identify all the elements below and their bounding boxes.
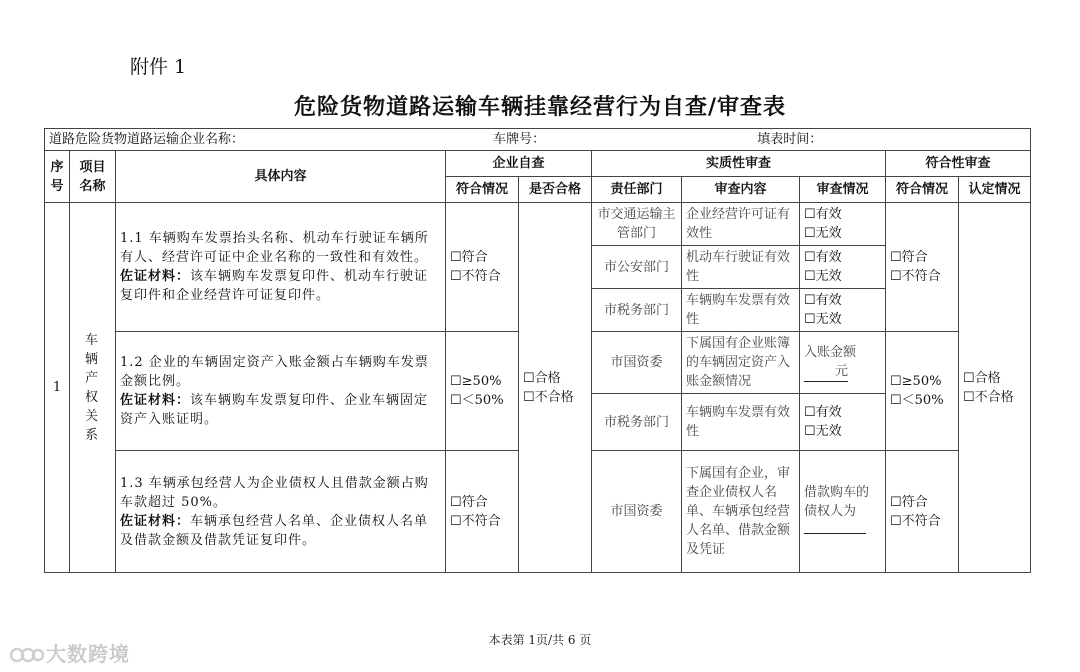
review-dept: 市公安部门 bbox=[592, 246, 682, 289]
qualified-cell bbox=[519, 203, 592, 573]
valid-checkbox[interactable]: ☐有效 bbox=[804, 207, 842, 222]
item-1-3-compliance bbox=[886, 451, 959, 573]
watermark bbox=[10, 638, 130, 667]
option-checkbox[interactable]: ☐符合 bbox=[890, 250, 928, 265]
valid-checkbox[interactable]: ☐有效 bbox=[804, 250, 842, 265]
item-1-2-compliance bbox=[886, 332, 959, 451]
entry-amount-label: 入账金额 bbox=[804, 345, 857, 360]
review-content: 企业经营许可证有效性 bbox=[682, 203, 800, 246]
item-1-1-content bbox=[116, 203, 446, 332]
header-content: 具体内容 bbox=[116, 151, 446, 203]
determination-qualified-checkbox[interactable]: ☐合格 bbox=[963, 370, 1001, 386]
header-conformity: 符合情况 bbox=[446, 177, 519, 203]
item-1-2-evidence-text: 该车辆购车发票复印件、企业车辆固定资产入账证明。 bbox=[120, 393, 429, 427]
qualified-checkbox[interactable]: ☐合格 bbox=[523, 370, 561, 386]
creditor-field[interactable] bbox=[804, 521, 866, 534]
review-dept: 市国资委 bbox=[592, 332, 682, 394]
review-status bbox=[800, 289, 886, 332]
item-1-3-evidence-text: 车辆承包经营人名单、企业债权人名单及借款金额及借款凭证复印件。 bbox=[120, 513, 429, 548]
header-compliance-status: 符合情况 bbox=[886, 177, 959, 203]
watermark-logo-icon bbox=[10, 644, 44, 664]
option-checkbox[interactable]: ☐＜50% bbox=[890, 393, 944, 408]
option-checkbox[interactable]: ☐＜50% bbox=[450, 393, 504, 408]
review-dept: 市交通运输主管部门 bbox=[592, 203, 682, 246]
fill-date-label: 填表时间： bbox=[757, 132, 823, 147]
invalid-checkbox[interactable]: ☐无效 bbox=[804, 269, 842, 284]
plate-number-label: 车牌号： bbox=[493, 132, 546, 147]
review-status bbox=[800, 332, 886, 394]
invalid-checkbox[interactable]: ☐无效 bbox=[804, 312, 842, 327]
determination-unqualified-checkbox[interactable]: ☐不合格 bbox=[963, 389, 1014, 405]
header-dept: 责任部门 bbox=[592, 177, 682, 203]
item-1-2-text: 1.2 企业的车辆固定资产入账金额占车辆购车发票金额比例。 bbox=[120, 355, 429, 389]
option-checkbox[interactable]: ☐符合 bbox=[890, 494, 928, 510]
review-table bbox=[44, 128, 1031, 573]
determination-cell bbox=[959, 203, 1031, 573]
header-self-check: 企业自查 bbox=[446, 151, 592, 177]
review-dept: 市国资委 bbox=[592, 451, 682, 573]
header-substantive-review: 实质性审查 bbox=[592, 151, 886, 177]
watermark-text: 大数跨境 bbox=[46, 642, 130, 666]
review-content: 下属国有企业，审查企业债权人名单、车辆承包经营人名单、借款金额及凭证 bbox=[682, 451, 800, 573]
unqualified-checkbox[interactable]: ☐不合格 bbox=[523, 389, 574, 405]
item-1-2-self-options bbox=[446, 332, 519, 451]
option-checkbox[interactable]: ☐≥50% bbox=[890, 374, 942, 389]
item-1-1-text: 1.1 车辆购车发票抬头名称、机动车行驶证车辆所有人、经营许可证中企业名称的一致性和有效性。 bbox=[120, 231, 429, 265]
option-checkbox[interactable]: ☐不符合 bbox=[890, 513, 941, 529]
item-1-3-content bbox=[116, 451, 446, 573]
item-1-1-self-options bbox=[446, 203, 519, 332]
option-checkbox[interactable]: ☐不符合 bbox=[450, 513, 501, 529]
header-determination: 认定情况 bbox=[959, 177, 1031, 203]
info-row bbox=[45, 129, 1031, 151]
review-content: 下属国有企业账簿的车辆固定资产入账金额情况 bbox=[682, 332, 800, 394]
header-item-name: 项目名称 bbox=[70, 151, 116, 203]
invalid-checkbox[interactable]: ☐无效 bbox=[804, 424, 842, 439]
header-seq: 序号 bbox=[45, 151, 70, 203]
page-footer: 本表第 1页/共 6 页 bbox=[488, 633, 592, 647]
item-1-2-content bbox=[116, 332, 446, 451]
item-1-1-compliance bbox=[886, 203, 959, 332]
entry-amount-unit: 元 bbox=[834, 364, 848, 379]
header-review-status: 审查情况 bbox=[800, 177, 886, 203]
review-status bbox=[800, 246, 886, 289]
review-content: 车辆购车发票有效性 bbox=[682, 394, 800, 451]
review-content: 机动车行驶证有效性 bbox=[682, 246, 800, 289]
creditor-label: 借款购车的债权人为 bbox=[804, 485, 870, 519]
item-1-3-self-options bbox=[446, 451, 519, 573]
option-checkbox[interactable]: ☐不符合 bbox=[450, 269, 501, 284]
item-1-2-evidence-label: 佐证材料： bbox=[120, 393, 191, 408]
form-title: 危险货物道路运输车辆挂靠经营行为自查/审查表 bbox=[293, 95, 787, 120]
valid-checkbox[interactable]: ☐有效 bbox=[804, 293, 842, 308]
annex-label: 附件 1 bbox=[130, 56, 187, 78]
item-1-3-text: 1.3 车辆承包经营人为企业债权人且借款金额占购车款超过 50%。 bbox=[120, 475, 429, 510]
invalid-checkbox[interactable]: ☐无效 bbox=[804, 226, 842, 241]
header-qualified: 是否合格 bbox=[519, 177, 592, 203]
item-1-1-evidence-text: 该车辆购车发票复印件、机动车行驶证复印件和企业经营许可证复印件。 bbox=[120, 269, 429, 303]
review-dept: 市税务部门 bbox=[592, 394, 682, 451]
item-1-1-evidence-label: 佐证材料： bbox=[120, 269, 191, 284]
header-review-content: 审查内容 bbox=[682, 177, 800, 203]
review-content: 车辆购车发票有效性 bbox=[682, 289, 800, 332]
valid-checkbox[interactable]: ☐有效 bbox=[804, 405, 842, 420]
review-status bbox=[800, 203, 886, 246]
review-status bbox=[800, 451, 886, 573]
option-checkbox[interactable]: ☐不符合 bbox=[890, 269, 941, 284]
review-dept: 市税务部门 bbox=[592, 289, 682, 332]
item-1-3-evidence-label: 佐证材料： bbox=[120, 513, 191, 529]
row-seq: 1 bbox=[45, 203, 70, 573]
option-checkbox[interactable]: ☐符合 bbox=[450, 250, 488, 265]
company-name-label: 道路危险货物道路运输企业名称： bbox=[49, 132, 245, 147]
header-compliance-review: 符合性审查 bbox=[886, 151, 1031, 177]
option-checkbox[interactable]: ☐符合 bbox=[450, 494, 488, 510]
review-status bbox=[800, 394, 886, 451]
option-checkbox[interactable]: ☐≥50% bbox=[450, 374, 502, 389]
row-item-name: 车辆产权关系 bbox=[70, 203, 116, 573]
entry-amount-field[interactable] bbox=[804, 362, 848, 382]
